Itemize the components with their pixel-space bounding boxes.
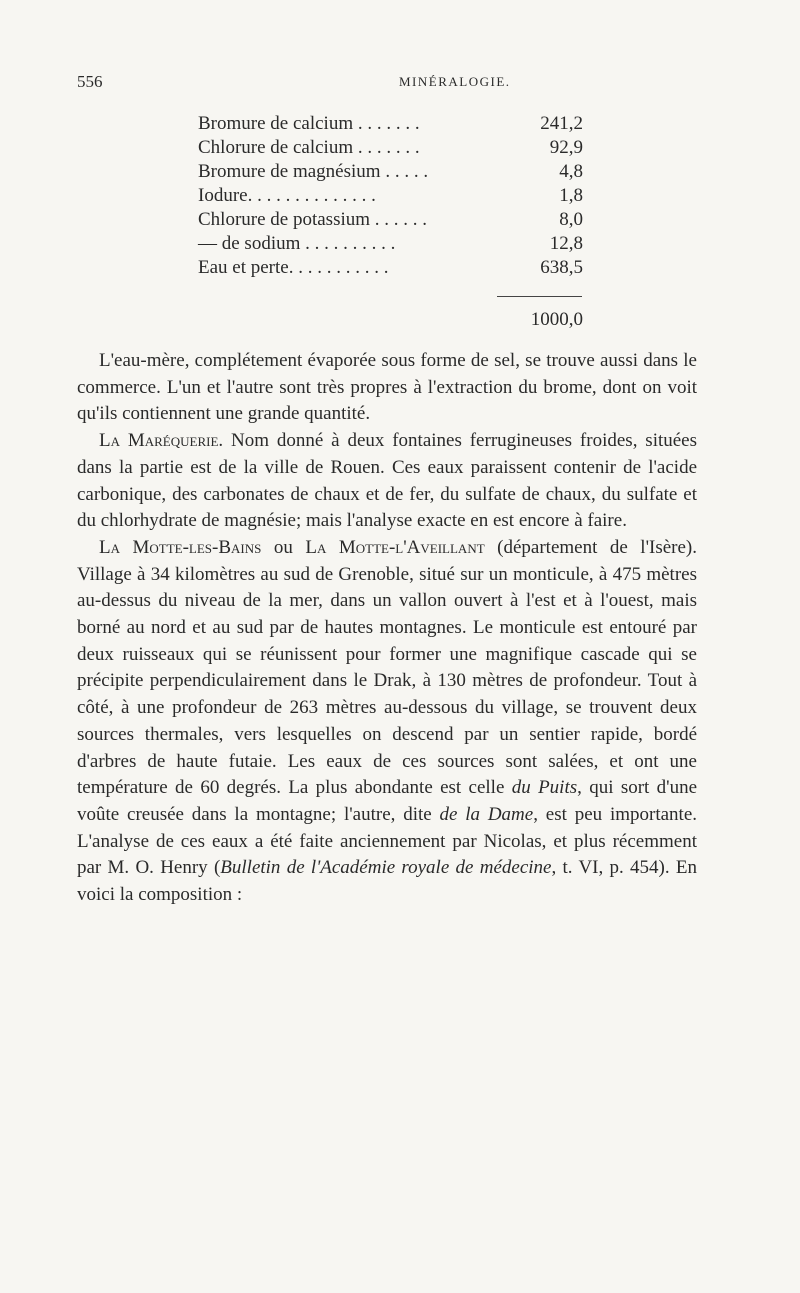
source-name-puits: du Puits <box>511 777 578 799</box>
running-title: MINÉRALOGIE. <box>399 74 511 89</box>
row-label: Chlorure de calcium . . . . . . . <box>198 137 420 158</box>
entry-heading-alt: La Motte-l'Aveillant <box>305 536 485 558</box>
paragraph-text: , est peu importante. L'analyse de ces eaux a été faite anciennement par Nicolas, et plus récemment par M. O. Henry ( <box>77 803 697 879</box>
paragraph-text: , t. VI, p. 454). En voici la composition : <box>77 857 698 906</box>
row-value: 8,0 <box>559 209 583 230</box>
citation-title: Bulletin de l'Académie royale de médecine <box>220 857 552 879</box>
entry-heading: La Motte-les-Bains <box>99 536 262 558</box>
paragraph-marequerie <box>77 428 697 535</box>
row-value: 4,8 <box>559 161 583 182</box>
page-header <box>77 72 697 96</box>
page-number: 556 <box>77 72 103 91</box>
row-label: Bromure de magnésium . . . . . <box>198 161 429 182</box>
table-row <box>198 208 583 232</box>
sum-rule <box>497 296 582 297</box>
table-row <box>198 160 583 184</box>
row-label: Chlorure de potassium . . . . . . <box>198 209 428 230</box>
row-value: 12,8 <box>549 233 583 254</box>
table-total: 1000,0 <box>530 309 583 330</box>
row-value: 92,9 <box>549 137 583 158</box>
row-label: — de sodium . . . . . . . . . . <box>198 233 396 254</box>
entry-heading: La Maréquerie. <box>99 430 224 452</box>
paragraph-eau-mere <box>77 348 697 428</box>
table-row <box>198 184 583 208</box>
row-label: Bromure de calcium . . . . . . . <box>198 113 420 134</box>
table-row <box>198 136 583 160</box>
row-label: Eau et perte. . . . . . . . . . . <box>198 257 389 278</box>
table-row <box>198 112 583 136</box>
row-value: 638,5 <box>540 257 583 278</box>
paragraph-motte-les-bains <box>77 535 697 909</box>
paragraph-text: L'eau-mère, complétement évaporée sous forme de sel, se trouve aussi dans le commerce. L'un et l'autre sont très propres à l'extraction du brome, dont on voit qu'ils contiennent une grande quantité. <box>77 350 697 425</box>
conjunction: ou <box>273 536 293 558</box>
row-label: Iodure. . . . . . . . . . . . . . <box>198 185 376 206</box>
composition-table <box>198 112 583 280</box>
paragraph-text: (département de l'Isère). Village à 34 kilomètres au sud de Grenoble, situé sur un monticule, à 475 mètres au-dessus du niveau de la mer, dans un vallon ouvert à l'est et à l'ouest, mais borné au nord et au sud par de hautes montagnes. Le monticule est entouré par deux ruisseaux qui se réunissent pour former une magnifique cascade qui se précipite perpendiculairement dans le Drak, à 130 mètres de profondeur. Tout à côté, à une profondeur de 263 mètres au-dessous du village, se trouvent deux sources thermales, vers lesquelles on descend par un sentier rapide, bordé d'arbres de haute futaie. Les eaux de ces sources sont salées, et ont une température de 60 degrés. La plus abondante est celle <box>77 536 698 799</box>
body-text <box>77 348 697 909</box>
paragraph-text: , qui sort d'une voûte creusée dans la montagne; l'autre, dite <box>77 777 698 825</box>
source-name-dame: de la Dame <box>439 803 534 825</box>
paragraph-text: Nom donné à deux fontaines ferrugineuses froides, situées dans la partie est de la ville de Rouen. Ces eaux paraissent contenir de l'acide carbonique, des carbonates de chaux et de fer, du sulfate de chaux, du sulfate et du chlorhydrate de magnésie; mais l'analyse exacte en est encore à faire. <box>77 430 698 532</box>
row-value: 1,8 <box>559 185 583 206</box>
table-row <box>198 256 583 280</box>
row-value: 241,2 <box>540 113 583 134</box>
table-row <box>198 232 583 256</box>
